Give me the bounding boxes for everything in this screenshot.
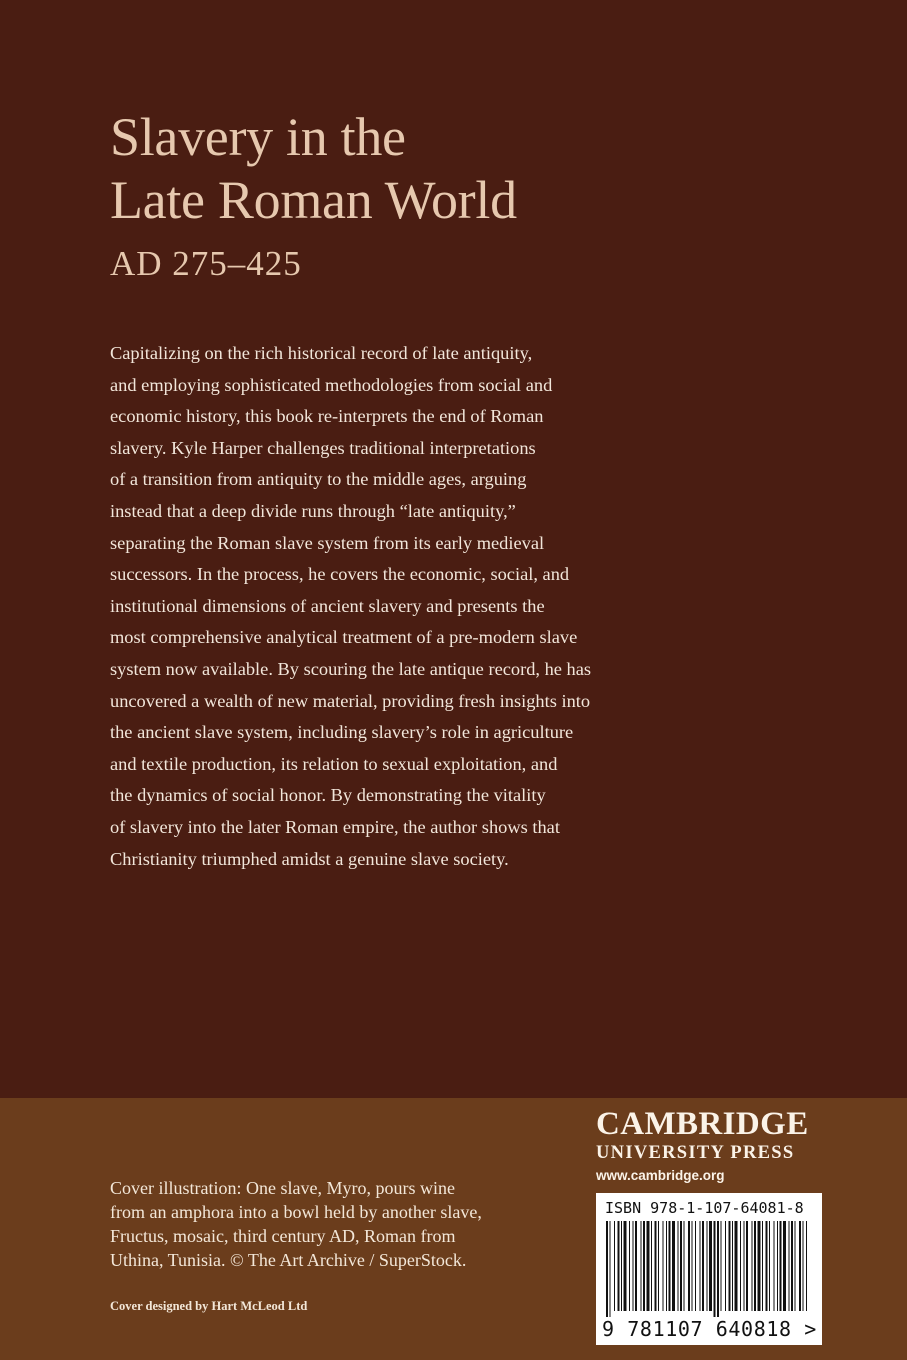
title-date-range: AD 275–425 [110,244,302,283]
description-line: instead that a deep divide runs through “late antiquity,” [110,500,516,521]
description-line: of slavery into the later Roman empire, the author shows that [110,816,560,837]
illustration-credit [110,1176,560,1272]
description-line: Capitalizing on the rich historical record of late antiquity, [110,343,533,363]
designer-credit: Cover designed by Hart McLeod Ltd [110,1299,308,1313]
description-line: of a transition from antiquity to the middle ages, arguing [110,469,527,490]
publisher-name: CAMBRIDGE [596,1106,809,1142]
credit-line: from an amphora into a bowl held by another slave, [110,1202,482,1222]
description-line: economic history, this book re-interprets the end of Roman [110,406,544,427]
credit-line: Uthina, Tunisia. © The Art Archive / SuperStock. [110,1250,467,1270]
title-line-1: Slavery in the [110,107,406,167]
publisher-logo [596,1106,826,1183]
book-title [110,106,517,295]
description-line: successors. In the process, he covers the economic, social, and [110,564,570,585]
book-description [110,338,670,875]
publisher-press: UNIVERSITY PRESS [596,1143,795,1163]
description-line: institutional dimensions of ancient slavery and presents the [110,595,545,616]
description-line: most comprehensive analytical treatment of a pre-modern slave [110,627,578,648]
description-line: and employing sophisticated methodologies from social and [110,374,553,395]
description-line: separating the Roman slave system from its early medieval [110,532,545,553]
barcode-icon [604,1221,814,1317]
description-line: Christianity triumphed amidst a genuine slave society. [110,848,509,869]
description-line: the dynamics of social honor. By demonstrating the vitality [110,785,546,806]
credit-line: Cover illustration: One slave, Myro, pours wine [110,1178,455,1198]
credit-line: Fructus, mosaic, third century AD, Roman from [110,1226,456,1246]
description-line: uncovered a wealth of new material, providing fresh insights into [110,690,591,711]
isbn-barcode [596,1193,822,1345]
barcode-digits: 9 781107 640818 > [602,1317,817,1341]
isbn-label: ISBN 978-1-107-64081-8 [605,1199,804,1217]
title-line-2: Late Roman World [110,170,517,230]
description-line: slavery. Kyle Harper challenges traditional interpretations [110,437,536,458]
description-line: system now available. By scouring the late antique record, he has [110,658,592,679]
description-line: the ancient slave system, including slavery’s role in agriculture [110,722,574,743]
description-line: and textile production, its relation to sexual exploitation, and [110,753,558,774]
publisher-website: www.cambridge.org [596,1168,725,1183]
